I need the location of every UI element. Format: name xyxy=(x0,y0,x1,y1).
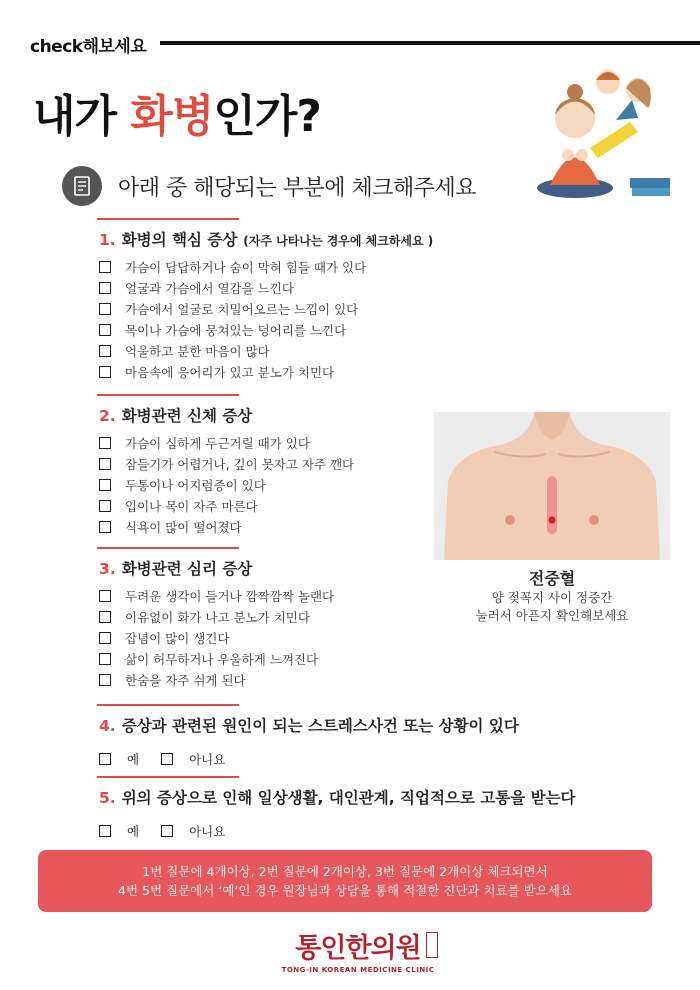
item-label: 식욕이 많이 떨어졌다 xyxy=(125,519,242,535)
checklist-item[interactable] xyxy=(99,495,354,516)
yes-label: 예 xyxy=(127,751,140,767)
chest-acupoint-image xyxy=(434,412,670,560)
item-label: 가슴에서 얼굴로 치밀어오르는 느낌이 있다 xyxy=(125,301,359,317)
header xyxy=(30,32,700,57)
item-label: 삶이 허무하거나 우울하게 느껴진다 xyxy=(125,651,319,667)
section-number: 3. xyxy=(99,560,116,578)
checkbox[interactable] xyxy=(99,653,111,665)
title-suffix: 인가? xyxy=(213,91,321,142)
item-label: 목이나 가슴에 뭉쳐있는 덩어리를 느낀다 xyxy=(125,322,347,338)
subtitle: 아래 중 해당되는 부분에 체크해주세요 xyxy=(118,175,477,201)
item-label: 한숨을 자주 쉬게 된다 xyxy=(125,672,246,688)
checklist-item[interactable] xyxy=(99,319,433,340)
checklist-item[interactable] xyxy=(99,432,354,453)
checkbox[interactable] xyxy=(99,500,111,512)
section-5 xyxy=(99,776,576,841)
checkbox[interactable] xyxy=(99,282,111,294)
acupoint-name: 전중혈 xyxy=(528,569,576,588)
section-4 xyxy=(99,704,519,769)
checkbox[interactable] xyxy=(161,753,173,765)
checkbox[interactable] xyxy=(99,632,111,644)
section-title-text: 화병관련 신체 증상 xyxy=(121,407,253,425)
notice-line-2: 4번 5번 질문에서 ‘예’인 경우 원장님과 상담을 통해 적절한 진단과 치료를 받으세요 xyxy=(118,883,572,898)
no-option[interactable] xyxy=(161,750,225,768)
section-3 xyxy=(99,547,334,690)
checklist-item[interactable] xyxy=(99,298,433,319)
yes-option[interactable] xyxy=(99,822,139,840)
title-accent: 화병 xyxy=(130,91,214,142)
section-number: 4. xyxy=(99,717,116,735)
clinic-logo xyxy=(268,926,448,976)
checklist-item[interactable] xyxy=(99,516,354,537)
checkbox[interactable] xyxy=(99,611,111,623)
notice-line-1: 1번 질문에 4개이상, 2번 질문에 2개이상, 3번 질문에 2개이상 체크되면서 xyxy=(142,864,548,879)
checklist-item[interactable] xyxy=(99,606,334,627)
brand-label: check해보세요 xyxy=(30,37,147,57)
checkbox[interactable] xyxy=(99,458,111,470)
checkbox[interactable] xyxy=(99,366,111,378)
checkbox[interactable] xyxy=(161,825,173,837)
checkbox[interactable] xyxy=(99,345,111,357)
section-title xyxy=(99,714,519,738)
item-label: 잡념이 많이 생긴다 xyxy=(125,630,230,646)
checkbox[interactable] xyxy=(99,303,111,315)
item-label: 입이나 목이 자주 마른다 xyxy=(125,498,258,514)
checklist-item[interactable] xyxy=(99,277,433,298)
checkbox[interactable] xyxy=(99,437,111,449)
notice-box xyxy=(38,850,652,912)
checkbox[interactable] xyxy=(99,674,111,686)
item-label: 가슴이 답답하거나 숨이 막혀 힘들 때가 있다 xyxy=(125,259,367,275)
yes-no-row xyxy=(99,820,576,841)
section-rule xyxy=(97,394,239,396)
section-2 xyxy=(99,394,354,537)
item-label: 가슴이 심하게 두근거릴 때가 있다 xyxy=(125,435,310,451)
section-title xyxy=(99,228,433,252)
item-label: 두려운 생각이 들거나 깜짝깜짝 놀랜다 xyxy=(125,588,335,604)
checklist-item[interactable] xyxy=(99,256,433,277)
item-label: 마음속에 응어리가 있고 분노가 치민다 xyxy=(125,364,335,380)
no-label: 아니요 xyxy=(189,823,226,839)
acupoint-instruction: 눌러서 아픈지 확인해보세요 xyxy=(475,608,629,623)
item-label: 억울하고 분한 마음이 많다 xyxy=(125,343,270,359)
section-number: 5. xyxy=(99,789,116,807)
checkbox[interactable] xyxy=(99,261,111,273)
section-note: (자주 나타나는 경우에 체크하세요 ) xyxy=(243,234,434,248)
checklist-item[interactable] xyxy=(99,361,433,382)
section-title-text: 증상과 관련된 원인이 되는 스트레스사건 또는 상황이 있다 xyxy=(121,717,519,735)
section-number: 1. xyxy=(99,231,116,249)
yes-option[interactable] xyxy=(99,750,139,768)
checkbox[interactable] xyxy=(99,825,111,837)
section-rule xyxy=(97,547,239,549)
checklist-item[interactable] xyxy=(99,585,334,606)
section-number: 2. xyxy=(99,407,116,425)
yes-label: 예 xyxy=(127,823,140,839)
stressed-woman-illustration xyxy=(520,60,680,210)
section-title-text: 화병의 핵심 증상 xyxy=(121,231,238,249)
clinic-name: 통인한의원 xyxy=(295,933,421,964)
page-title xyxy=(33,80,321,144)
section-rule xyxy=(97,776,239,778)
section-title xyxy=(99,786,576,810)
no-label: 아니요 xyxy=(189,751,226,767)
checklist-item[interactable] xyxy=(99,627,334,648)
checkbox[interactable] xyxy=(99,479,111,491)
section-title-text: 위의 증상으로 인해 일상생활, 대인관계, 직업적으로 고통을 받는다 xyxy=(121,789,576,807)
no-option[interactable] xyxy=(161,822,225,840)
checklist-icon xyxy=(62,166,102,206)
item-label: 얼굴과 가슴에서 열감을 느낀다 xyxy=(125,280,294,296)
checkbox[interactable] xyxy=(99,753,111,765)
item-label: 이유없이 화가 나고 분노가 치민다 xyxy=(125,609,310,625)
item-label: 잠들기가 어렵거나, 깊이 못자고 자주 깬다 xyxy=(125,456,355,472)
title-prefix: 내가 xyxy=(33,91,131,142)
checkbox[interactable] xyxy=(99,324,111,336)
acupoint-location: 양 젖꼭지 사이 정중간 xyxy=(491,590,613,605)
section-1 xyxy=(99,218,433,382)
checklist-item[interactable] xyxy=(99,648,334,669)
yes-no-row xyxy=(99,748,519,769)
header-rule xyxy=(160,41,700,45)
clinic-english-name: TONG-IN KOREAN MEDICINE CLINIC xyxy=(281,966,435,974)
checklist-item[interactable] xyxy=(99,340,433,361)
section-rule xyxy=(97,704,239,706)
seal-stamp xyxy=(426,932,438,958)
acupoint-caption xyxy=(434,566,670,624)
checkbox[interactable] xyxy=(99,521,111,533)
section-title-text: 화병관련 심리 증상 xyxy=(121,560,253,578)
item-label: 두통이나 어지럼증이 있다 xyxy=(125,477,266,493)
section-title xyxy=(99,557,334,581)
checklist-item[interactable] xyxy=(99,453,354,474)
checklist-item[interactable] xyxy=(99,669,334,690)
checkbox[interactable] xyxy=(99,590,111,602)
subtitle-row xyxy=(62,164,476,208)
section-rule xyxy=(97,218,239,220)
section-title xyxy=(99,404,354,428)
checklist-item[interactable] xyxy=(99,474,354,495)
